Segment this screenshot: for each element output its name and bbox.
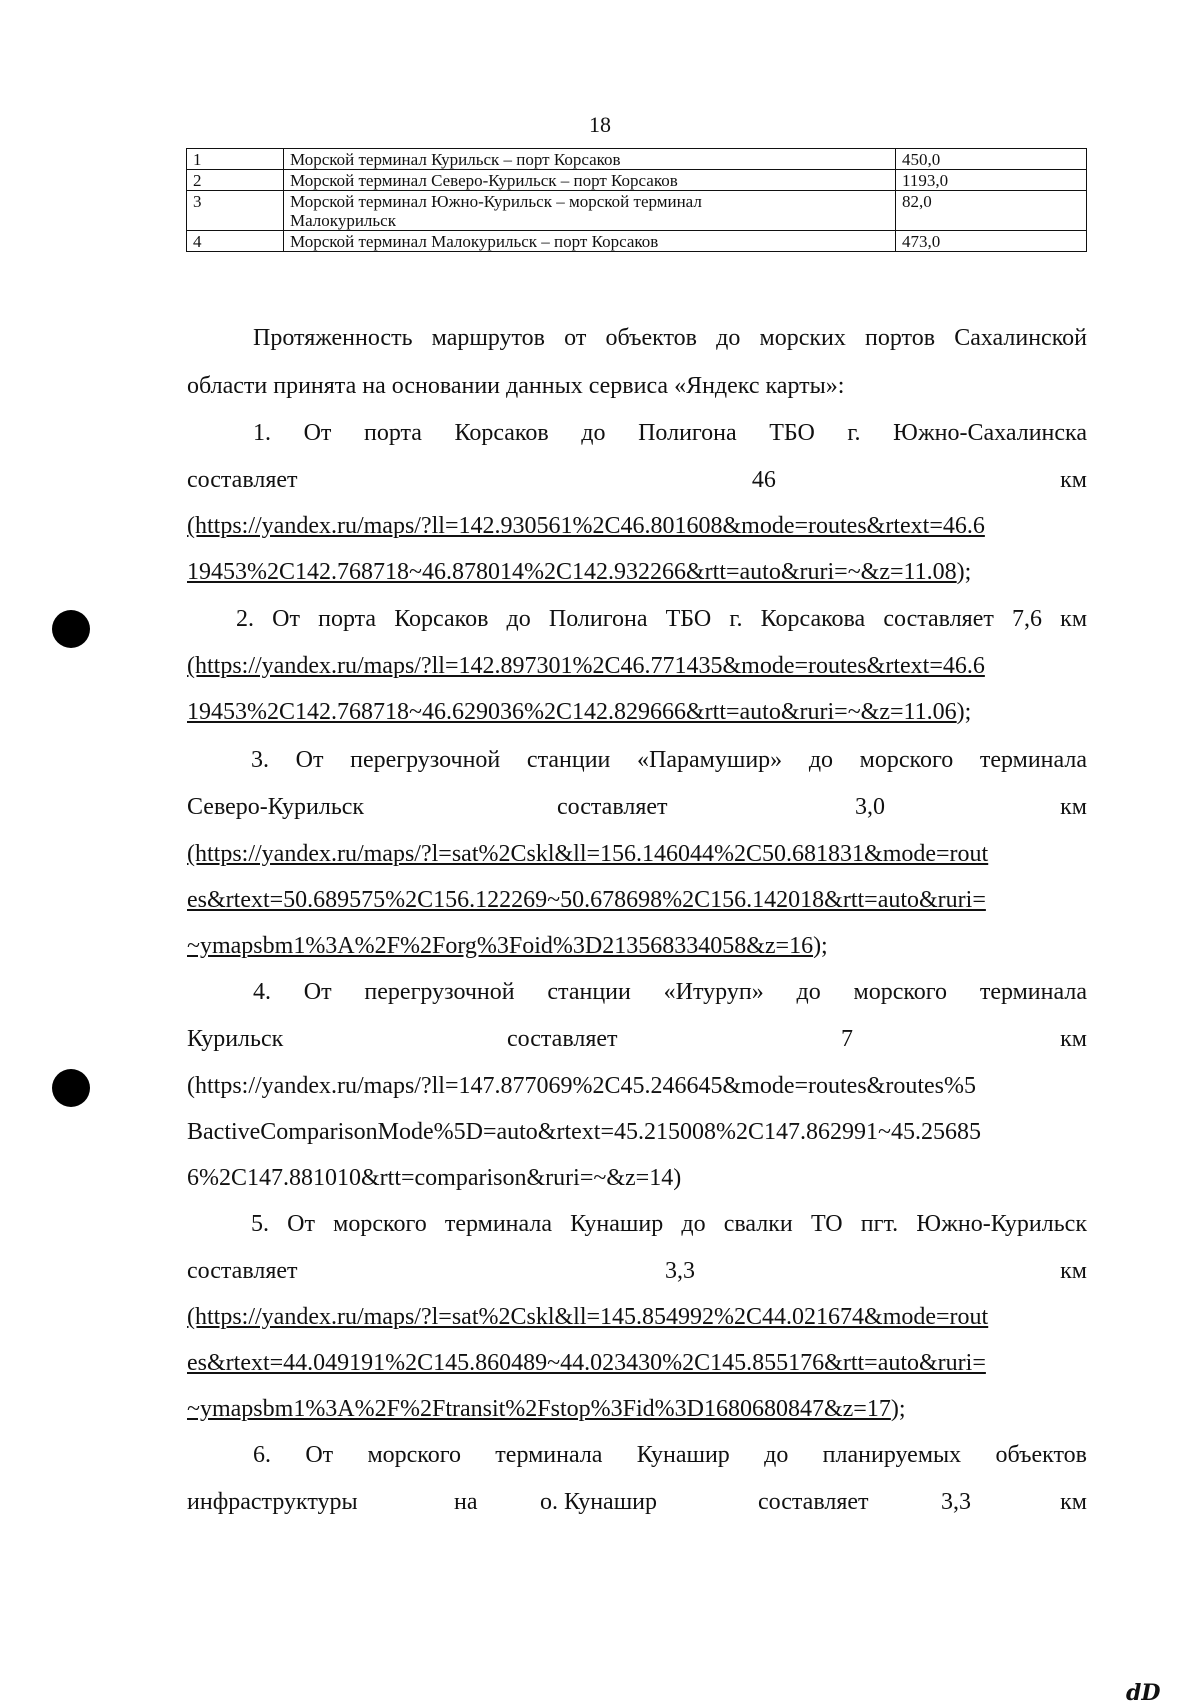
distance-value: 3,3 [941, 1489, 971, 1515]
route-name: Морской терминал Курильск – порт Корсаков [284, 149, 896, 170]
handwritten-signature: dD [1126, 1680, 1161, 1706]
distance-word: составляет [187, 467, 298, 493]
item-3-heading: 3. От перегрузочной станции «Парамушир» до морского терминала [251, 747, 1087, 773]
distance-value: 3,3 [665, 1258, 695, 1284]
link-terminator: ); [956, 699, 972, 725]
row-number: 1 [187, 149, 284, 170]
item-3-link-line-3 [187, 933, 1087, 960]
place-name: Северо-Курильск [187, 794, 365, 820]
distance-value: 46 [751, 467, 776, 493]
item-1-heading: 1. От порта Корсаков до Полигона ТБО г. Южно-Сахалинска [253, 420, 1087, 446]
route-name: Морской терминал Малокурильск – порт Корсаков [284, 231, 896, 252]
route-name-line: Морской терминал Южно-Курильск – морской терминал [290, 192, 702, 211]
distance-unit: км [1060, 467, 1087, 493]
text-word: на [454, 1489, 478, 1515]
route-link[interactable]: ~ymapsbm1%3A%2F%2Forg%3Foid%3D213568334058&z=16 [187, 933, 814, 959]
item-6-heading: 6. От морского терминала Кунашир до планируемых объектов [253, 1442, 1087, 1468]
item-5-link-line-1[interactable]: (https://yandex.ru/maps/?l=sat%2Cskl&ll=145.854992%2C44.021674&mode=rout [187, 1304, 989, 1330]
table-row [187, 231, 1087, 252]
item-2-heading: 2. От порта Корсаков до Полигона ТБО г. Корсакова составляет 7,6 км [236, 606, 1087, 632]
distance-word: составляет [187, 1258, 298, 1284]
distance-unit: км [1060, 1258, 1087, 1284]
link-terminator: ); [956, 559, 972, 585]
row-number: 2 [187, 170, 284, 191]
route-length: 450,0 [896, 149, 1087, 170]
item-4-distance-line [187, 1026, 1087, 1053]
route-name-line: Малокурильск [290, 211, 396, 230]
link-terminator: ); [813, 933, 828, 959]
binder-hole-mark [52, 610, 90, 648]
item-5-link-line-2[interactable]: es&rtext=44.049191%2C145.860489~44.023430%2C145.855176&rtt=auto&ruri= [187, 1350, 986, 1376]
link-terminator: ); [890, 1396, 906, 1422]
distance-unit: км [1060, 1489, 1087, 1515]
distance-unit: км [1060, 794, 1087, 820]
item-6-distance-line [187, 1489, 1087, 1516]
item-3-distance-line [187, 794, 1087, 821]
route-link[interactable]: 19453%2C142.768718~46.629036%2C142.829666&rtt=auto&ruri=~&z=11.06 [187, 699, 957, 725]
item-1-distance-line [187, 467, 1087, 494]
intro-line-2: области принята на основании данных сервиса «Яндекс карты»: [187, 373, 845, 399]
route-link[interactable]: 19453%2C142.768718~46.878014%2C142.932266&rtt=auto&ruri=~&z=11.08 [187, 559, 957, 585]
route-name: Морской терминал Северо-Курильск – порт Корсаков [284, 170, 896, 191]
distance-word: составляет [507, 1026, 618, 1052]
row-number: 4 [187, 231, 284, 252]
item-3-link-line-1[interactable]: (https://yandex.ru/maps/?l=sat%2Cskl&ll=156.146044%2C50.681831&mode=rout [187, 841, 989, 867]
routes-table [186, 148, 1087, 252]
route-length: 473,0 [896, 231, 1087, 252]
item-4-link-line-1: (https://yandex.ru/maps/?ll=147.877069%2C45.246645&mode=routes&routes%5 [187, 1073, 976, 1099]
route-name [284, 191, 896, 231]
distance-value: 3,0 [855, 794, 885, 820]
distance-unit: км [1060, 1026, 1087, 1052]
place-name: Курильск [187, 1026, 284, 1052]
table-row [187, 191, 1087, 231]
route-length: 1193,0 [896, 170, 1087, 191]
item-2-link-line-2 [187, 699, 1087, 726]
item-4-link-line-3: 6%2C147.881010&rtt=comparison&ruri=~&z=14) [187, 1165, 682, 1191]
route-link[interactable]: ~ymapsbm1%3A%2F%2Ftransit%2Fstop%3Fid%3D1680680847&z=17 [187, 1396, 891, 1422]
item-4-heading: 4. От перегрузочной станции «Итуруп» до морского терминала [253, 979, 1087, 1005]
item-4-link-line-2: BactiveComparisonMode%5D=auto&rtext=45.215008%2C147.862991~45.25685 [187, 1119, 981, 1145]
item-5-distance-line [187, 1258, 1087, 1285]
text-word: о. Кунашир [540, 1489, 658, 1515]
text-word: инфраструктуры [187, 1489, 358, 1515]
route-length: 82,0 [896, 191, 1087, 231]
binder-hole-mark [52, 1069, 90, 1107]
item-1-link-line-2 [187, 559, 1087, 586]
distance-value: 7 [841, 1026, 853, 1052]
item-1-link-line-1[interactable]: (https://yandex.ru/maps/?ll=142.930561%2C46.801608&mode=routes&rtext=46.6 [187, 513, 985, 539]
item-5-heading: 5. От морского терминала Кунашир до свалки ТО пгт. Южно-Курильск [251, 1211, 1087, 1237]
item-5-link-line-3 [187, 1396, 1087, 1423]
distance-word: составляет [557, 794, 668, 820]
intro-line-1: Протяженность маршрутов от объектов до морских портов Сахалинской [253, 325, 1087, 351]
page-number: 18 [589, 112, 611, 137]
item-3-link-line-2[interactable]: es&rtext=50.689575%2C156.122269~50.678698%2C156.142018&rtt=auto&ruri= [187, 887, 986, 913]
row-number: 3 [187, 191, 284, 231]
distance-word: составляет [758, 1489, 869, 1515]
table-row [187, 170, 1087, 191]
item-2-link-line-1[interactable]: (https://yandex.ru/maps/?ll=142.897301%2C46.771435&mode=routes&rtext=46.6 [187, 653, 985, 679]
table-row [187, 149, 1087, 170]
